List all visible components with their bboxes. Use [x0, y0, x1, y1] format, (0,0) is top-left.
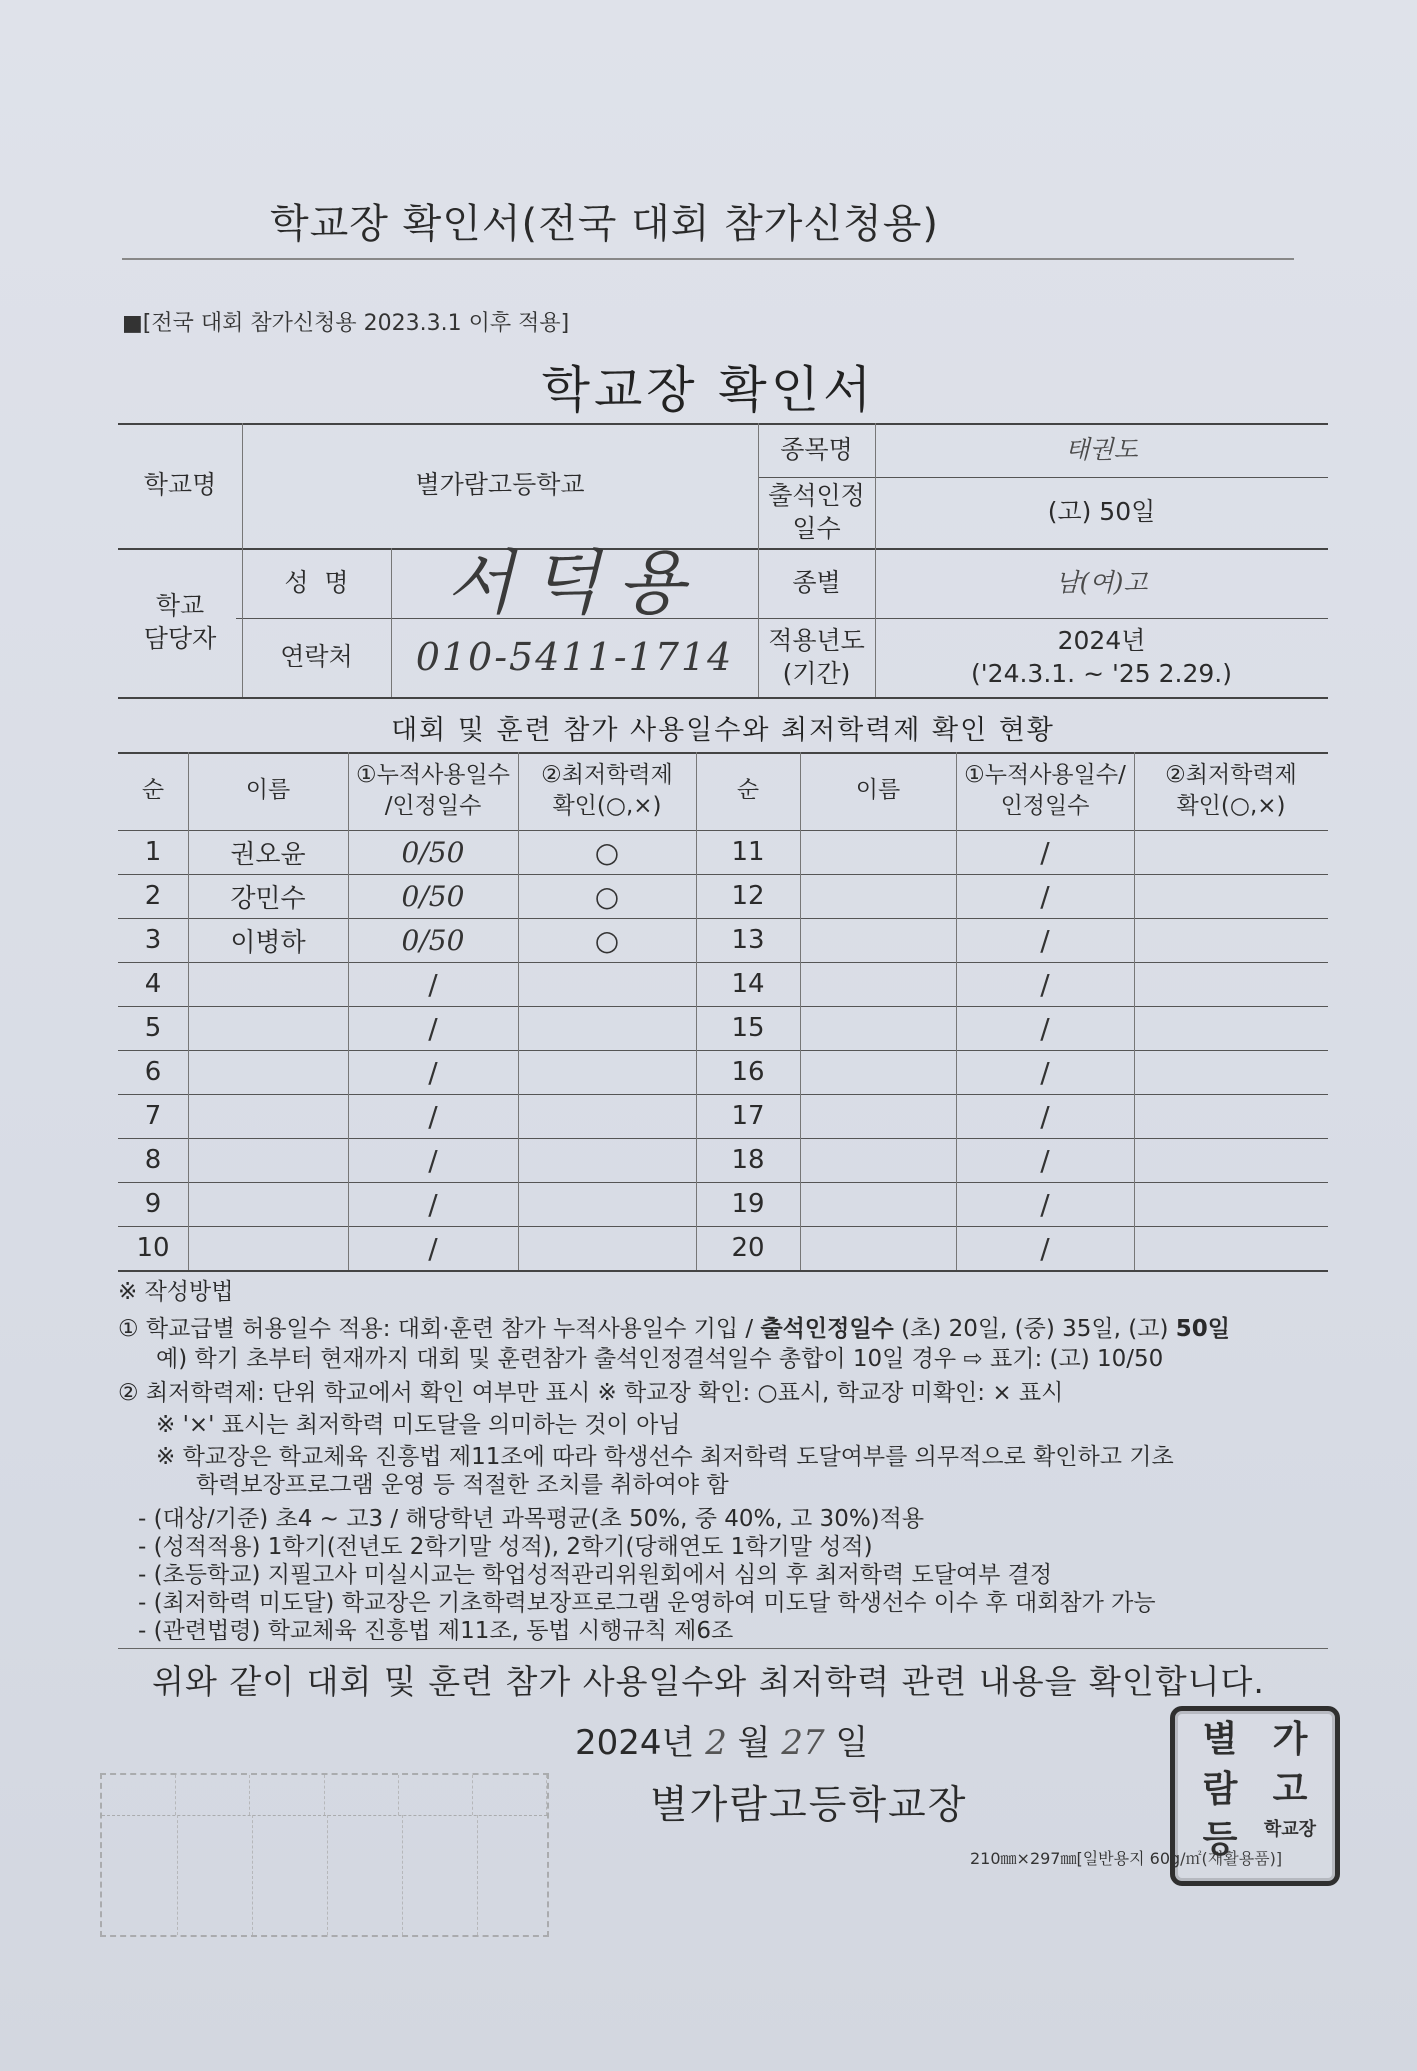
date-day-label: 일	[835, 1723, 869, 1763]
roster-row-name	[188, 1006, 348, 1050]
roster-row-number: 7	[144, 1101, 162, 1131]
roster-row-check	[1134, 1182, 1328, 1226]
approval-cell	[325, 1775, 399, 1815]
year-cell	[875, 618, 1328, 697]
roster-header-no: 순	[736, 777, 760, 804]
roster-row-days: /	[428, 1231, 438, 1265]
roster-row-name: 강민수	[230, 883, 306, 914]
roster-header-no: 순	[141, 777, 165, 804]
roster-row-days: 0/50	[401, 835, 465, 869]
days-label: 출석인정 일수	[768, 481, 865, 543]
roster-row-number: 10	[136, 1233, 170, 1263]
roster-row-name	[188, 1050, 348, 1094]
roster-row-check	[1134, 1050, 1328, 1094]
roster-row-days: /	[1040, 1055, 1050, 1089]
roster-header-name: 이름	[245, 777, 291, 804]
contact-label: 연락처	[280, 642, 353, 672]
roster-row-number: 12	[731, 881, 765, 911]
approval-cell	[473, 1775, 547, 1815]
seal-glyph: 가	[1272, 1718, 1308, 1760]
date-month-label: 월	[737, 1723, 771, 1763]
roster-row-check: ○	[594, 879, 620, 913]
roster-row-name	[188, 962, 348, 1006]
approval-col-rule	[477, 1815, 478, 1935]
roster-table	[118, 752, 1328, 1274]
school-value: 별가람고등학교	[415, 470, 585, 500]
date-line	[575, 1715, 868, 1764]
seal-glyph: 별	[1202, 1718, 1238, 1760]
roster-title: 대회 및 훈련 참가 사용일수와 최저학력제 확인 현황	[391, 715, 1055, 746]
roster-row-check: ○	[594, 923, 620, 957]
approval-col-rule	[327, 1815, 328, 1935]
roster-row-name	[188, 1226, 348, 1270]
note-line-8: - (성적적용) 1학기(전년도 2학기말 성적), 2학기(당해연도 1학기말 성적)	[138, 1534, 873, 1560]
date-month: 2	[705, 1723, 727, 1763]
note-line-3: ② 최저학력제: 단위 학교에서 확인 여부만 표시 ※ 학교장 확인: ○표시, 학교장 미확인: × 표시	[118, 1380, 1064, 1406]
form-title: 학교장 확인서	[541, 361, 876, 419]
roster-row-days: /	[1040, 923, 1050, 957]
roster-row-days: /	[1040, 879, 1050, 913]
note-line-7: - (대상/기준) 초4 ~ 고3 / 해당학년 과목평균(초 50%, 중 40%, 고 30%)적용	[138, 1506, 925, 1532]
note-line-11: - (관련법령) 학교체육 진흥법 제11조, 동법 시행규칙 제6조	[138, 1618, 734, 1644]
roster-row-days: /	[428, 1187, 438, 1221]
roster-row-days: /	[1040, 1011, 1050, 1045]
school-seal-stamp	[1170, 1706, 1340, 1886]
roster-row-name: 권오윤	[230, 839, 306, 870]
gender-label: 종별	[792, 567, 841, 597]
roster-row-check	[518, 1138, 696, 1182]
approval-col-rule	[252, 1815, 253, 1935]
roster-header-days: ①누적사용일수 /인정일수	[356, 761, 510, 819]
roster-row-name	[188, 1182, 348, 1226]
gender-value: 남(여)고	[1055, 567, 1148, 597]
roster-row-days: 0/50	[401, 879, 465, 913]
roster-row-number: 11	[731, 837, 765, 867]
roster-row-name	[188, 1094, 348, 1138]
roster-row-number: 18	[731, 1145, 765, 1175]
roster-row-days: /	[428, 967, 438, 1001]
roster-row-check: ○	[594, 835, 620, 869]
roster-row-number: 13	[731, 925, 765, 955]
roster-row-check	[1134, 830, 1328, 874]
note-line-1	[118, 1310, 1230, 1343]
roster-row-days: /	[428, 1099, 438, 1133]
roster-row-days: /	[428, 1011, 438, 1045]
roster-row-name	[188, 1138, 348, 1182]
seal-glyphs	[1185, 1718, 1325, 1871]
roster-row-rule	[118, 1270, 1328, 1272]
roster-row-number: 14	[731, 969, 765, 999]
date-day: 27	[781, 1723, 825, 1763]
roster-row-check	[518, 1226, 696, 1270]
roster-header-name: 이름	[855, 777, 901, 804]
roster-row-check	[1134, 962, 1328, 1006]
approval-cell	[250, 1775, 324, 1815]
roster-row-name	[800, 1138, 956, 1182]
approval-box-stamp	[100, 1773, 549, 1937]
roster-row-name	[800, 962, 956, 1006]
roster-header-days: ①누적사용일수/ 인정일수	[964, 761, 1126, 819]
roster-row-check	[1134, 1006, 1328, 1050]
header-title: 학교장 확인서(전국 대회 참가신청용)	[270, 201, 939, 247]
seal-glyph: 학교장	[1263, 1819, 1317, 1840]
approval-cell	[176, 1775, 250, 1815]
info-table	[118, 423, 1328, 699]
roster-row-number: 4	[144, 969, 162, 999]
principal-name: 별가람고등학교장	[650, 1783, 968, 1828]
header-rule	[122, 258, 1294, 260]
roster-row-days: /	[1040, 967, 1050, 1001]
roster-row-check	[518, 1094, 696, 1138]
roster-row-number: 16	[731, 1057, 765, 1087]
seal-glyph: 등	[1202, 1818, 1238, 1860]
note-line-10: - (최저학력 미도달) 학교장은 기초학력보장프로그램 운영하여 미도달 학생선수 이수 후 대회참가 가능	[138, 1590, 1156, 1616]
approval-cell	[102, 1775, 176, 1815]
event-label: 종목명	[780, 434, 853, 464]
year-value: 2024년	[1057, 626, 1146, 655]
staff-label: 학교 담당자	[143, 591, 217, 653]
year-label: 적용년도 (기간)	[768, 626, 865, 688]
roster-row-name	[800, 874, 956, 918]
note-line-1c: (초) 20일, (중) 35일, (고)	[893, 1316, 1176, 1342]
note-line-9: - (초등학교) 지필고사 미실시교는 학업성적관리위원회에서 심의 후 최저학력 도달여부 결정	[138, 1562, 1053, 1588]
roster-row-name	[800, 1182, 956, 1226]
note-line-1a: ① 학교급별 허용일수 적용: 대회·훈련 참가 누적사용일수 기입 /	[118, 1316, 761, 1342]
roster-row-check	[1134, 874, 1328, 918]
roster-row-days: /	[1040, 1143, 1050, 1177]
roster-row-check	[1134, 918, 1328, 962]
seal-glyph: 람	[1202, 1768, 1238, 1810]
note-line-1b: 출석인정일수	[760, 1316, 894, 1342]
roster-header-check: ②최저학력제 확인(○,×)	[541, 761, 673, 819]
approval-box-header	[102, 1775, 547, 1816]
roster-row-number: 9	[144, 1189, 162, 1219]
notes-heading: ※ 작성방법	[118, 1279, 234, 1305]
roster-row-days: /	[1040, 1099, 1050, 1133]
staff-signature: 서덕용	[446, 541, 703, 624]
roster-row-days: /	[1040, 1187, 1050, 1221]
note-line-2: 예) 학기 초부터 현재까지 대회 및 훈련참가 출석인정결석일수 총합이 10일 경우 ⇨ 표기: (고) 10/50	[156, 1346, 1164, 1372]
roster-row-number: 5	[144, 1013, 162, 1043]
note-line-6: 학력보장프로그램 운영 등 적절한 조치를 취하여야 함	[196, 1472, 729, 1498]
roster-row-name	[800, 1094, 956, 1138]
roster-row-number: 19	[731, 1189, 765, 1219]
roster-row-check	[518, 1050, 696, 1094]
roster-row-name	[800, 830, 956, 874]
roster-row-number: 8	[144, 1145, 162, 1175]
roster-row-number: 6	[144, 1057, 162, 1087]
roster-row-check	[1134, 1226, 1328, 1270]
period-value: ('24.3.1. ~ '25 2.29.)	[971, 658, 1232, 688]
roster-row-number: 1	[144, 837, 162, 867]
days-value: (고) 50일	[1047, 497, 1156, 527]
note-line-1d: 50일	[1175, 1316, 1230, 1342]
roster-row-name	[800, 1050, 956, 1094]
name-label: 성 명	[284, 567, 349, 597]
approval-cell	[399, 1775, 473, 1815]
roster-row-check	[1134, 1094, 1328, 1138]
approval-col-rule	[402, 1815, 403, 1935]
confirm-statement: 위와 같이 대회 및 훈련 참가 사용일수와 최저학력 관련 내용을 확인합니다.	[152, 1662, 1265, 1701]
roster-row-check	[1134, 1138, 1328, 1182]
roster-row-number: 17	[731, 1101, 765, 1131]
form-note: ■[전국 대회 참가신청용 2023.3.1 이후 적용]	[122, 311, 570, 336]
roster-row-name	[800, 918, 956, 962]
roster-row-days: /	[1040, 835, 1050, 869]
contact-value: 010-5411-1714	[415, 634, 734, 679]
roster-row-name	[800, 1226, 956, 1270]
roster-row-number: 3	[144, 925, 162, 955]
approval-col-rule	[177, 1815, 178, 1935]
roster-row-check	[518, 962, 696, 1006]
roster-row-check	[518, 1182, 696, 1226]
info-bottom-rule	[118, 697, 1328, 699]
confirm-rule	[118, 1648, 1328, 1649]
roster-row-days: /	[428, 1055, 438, 1089]
roster-row-days: /	[428, 1143, 438, 1177]
roster-header-check: ②최저학력제 확인(○,×)	[1165, 761, 1297, 819]
seal-glyph: 고	[1272, 1768, 1308, 1810]
note-line-5: ※ 학교장은 학교체육 진흥법 제11조에 따라 학생선수 최저학력 도달여부를 의무적으로 확인하고 기초	[156, 1444, 1174, 1470]
roster-row-number: 2	[144, 881, 162, 911]
roster-row-name	[800, 1006, 956, 1050]
roster-row-days: /	[1040, 1231, 1050, 1265]
date-year: 2024년	[575, 1723, 695, 1763]
roster-row-number: 20	[731, 1233, 765, 1263]
paper-size-note: 210㎜×297㎜[일반용지 60g/㎡(재활용품)]	[970, 1849, 1283, 1868]
roster-row-number: 15	[731, 1013, 765, 1043]
event-value: 태권도	[1065, 434, 1138, 464]
roster-row-name: 이병하	[230, 927, 306, 958]
roster-row-days: 0/50	[401, 923, 465, 957]
roster-row-check	[518, 1006, 696, 1050]
school-label: 학교명	[143, 470, 217, 500]
note-line-4: ※ '×' 표시는 최저학력 미도달을 의미하는 것이 아님	[156, 1412, 681, 1438]
